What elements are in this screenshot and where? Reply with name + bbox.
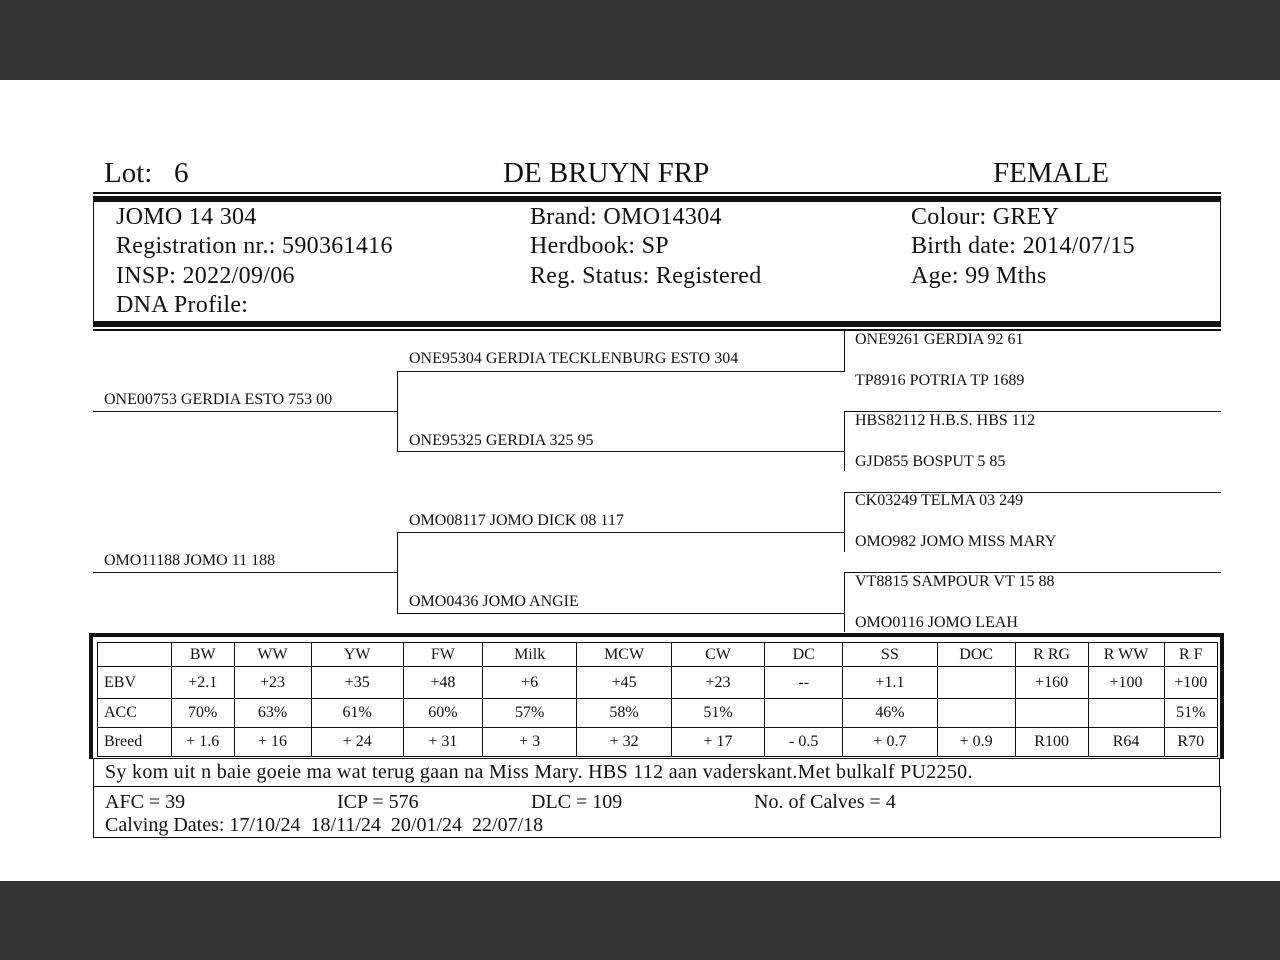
col-header: R RG bbox=[1015, 643, 1088, 667]
header-rule-thin bbox=[93, 192, 1221, 194]
table-cell: +1.1 bbox=[843, 667, 937, 699]
birth-date: Birth date: 2014/07/15 bbox=[911, 233, 1135, 259]
table-cell: 70% bbox=[171, 699, 234, 728]
pedigree-ggp-4: GJD855 BOSPUT 5 85 bbox=[855, 453, 1006, 470]
table-cell bbox=[765, 699, 843, 728]
pedigree-sire: ONE00753 GERDIA ESTO 753 00 bbox=[104, 391, 333, 408]
calving-dates: Calving Dates: 17/10/24 18/11/24 20/01/24 22/07/18 bbox=[105, 814, 544, 836]
comment-text: Sy kom uit n baie goeie ma wat terug gaan na Miss Mary. HBS 112 aan vaderskant.Met bulkalf PU2250. bbox=[105, 761, 973, 783]
table-cell: + 1.6 bbox=[171, 728, 234, 757]
table-cell: 60% bbox=[403, 699, 482, 728]
table-cell: + 16 bbox=[234, 728, 311, 757]
col-header: R WW bbox=[1088, 643, 1164, 667]
info-right-border bbox=[1220, 202, 1221, 322]
lot-label: Lot: bbox=[104, 157, 153, 189]
col-header: YW bbox=[311, 643, 403, 667]
info-left-border bbox=[93, 202, 94, 322]
breed-row bbox=[98, 728, 1218, 757]
col-header: DC bbox=[765, 643, 843, 667]
table-cell: 46% bbox=[843, 699, 937, 728]
table-cell: R100 bbox=[1015, 728, 1088, 757]
row-label: ACC bbox=[98, 699, 172, 728]
pedigree-dam-dam: OMO0436 JOMO ANGIE bbox=[409, 593, 579, 610]
col-header: MCW bbox=[577, 643, 671, 667]
inspection-date: INSP: 2022/09/06 bbox=[116, 263, 295, 289]
info-rule-thick bbox=[93, 321, 1221, 327]
pedigree-ggp-1: ONE9261 GERDIA 92 61 bbox=[855, 331, 1024, 348]
dlc-value: DLC = 109 bbox=[531, 791, 623, 813]
table-cell: +100 bbox=[1164, 667, 1218, 699]
table-cell: 51% bbox=[1164, 699, 1218, 728]
table-cell: R64 bbox=[1088, 728, 1164, 757]
animal-name: JOMO 14 304 bbox=[116, 204, 257, 230]
table-cell: - 0.5 bbox=[765, 728, 843, 757]
pedigree-ggp-2: TP8916 POTRIA TP 1689 bbox=[855, 372, 1025, 389]
table-cell: R70 bbox=[1164, 728, 1218, 757]
col-header: BW bbox=[171, 643, 234, 667]
sex-label: FEMALE bbox=[993, 157, 1109, 189]
col-header: CW bbox=[671, 643, 764, 667]
table-cell: + 24 bbox=[311, 728, 403, 757]
col-header: WW bbox=[234, 643, 311, 667]
ebv-table bbox=[97, 642, 1218, 757]
pedigree-ggp-5: CK03249 TELMA 03 249 bbox=[855, 492, 1024, 509]
table-cell: +100 bbox=[1088, 667, 1164, 699]
table-cell: + 17 bbox=[671, 728, 764, 757]
table-cell: +2.1 bbox=[171, 667, 234, 699]
table-cell: +45 bbox=[577, 667, 671, 699]
ebv-row bbox=[98, 667, 1218, 699]
table-cell: 63% bbox=[234, 699, 311, 728]
age: Age: 99 Mths bbox=[911, 263, 1047, 289]
pedigree-ggp-6: OMO982 JOMO MISS MARY bbox=[855, 533, 1057, 550]
pedigree-dam-sire: OMO08117 JOMO DICK 08 117 bbox=[409, 512, 624, 529]
table-cell bbox=[1088, 699, 1164, 728]
icp-value: ICP = 576 bbox=[337, 791, 419, 813]
table-cell bbox=[1015, 699, 1088, 728]
table-cell: +48 bbox=[403, 667, 482, 699]
table-cell: -- bbox=[765, 667, 843, 699]
pedigree-dam: OMO11188 JOMO 11 188 bbox=[104, 552, 276, 569]
pedigree-sire-sire: ONE95304 GERDIA TECKLENBURG ESTO 304 bbox=[409, 350, 739, 367]
table-cell: + 32 bbox=[577, 728, 671, 757]
brand: Brand: OMO14304 bbox=[530, 204, 722, 230]
comment-box bbox=[93, 758, 1220, 787]
catalogue-page bbox=[0, 80, 1280, 881]
lot-number: 6 bbox=[174, 157, 189, 189]
row-label: EBV bbox=[98, 667, 172, 699]
info-rule-thin bbox=[93, 329, 1221, 331]
dna-profile: DNA Profile: bbox=[116, 292, 249, 318]
pedigree-ggp-3: HBS82112 H.B.S. HBS 112 bbox=[855, 412, 1036, 429]
table-cell: + 31 bbox=[403, 728, 482, 757]
acc-row bbox=[98, 699, 1218, 728]
col-header: Milk bbox=[482, 643, 576, 667]
table-cell: + 3 bbox=[482, 728, 576, 757]
table-cell: +35 bbox=[311, 667, 403, 699]
pedigree-sire-dam: ONE95325 GERDIA 325 95 bbox=[409, 432, 594, 449]
table-cell: +160 bbox=[1015, 667, 1088, 699]
pedigree-ggp-7: VT8815 SAMPOUR VT 15 88 bbox=[855, 573, 1055, 590]
table-cell: +23 bbox=[671, 667, 764, 699]
col-header: DOC bbox=[937, 643, 1015, 667]
header-rule-thick bbox=[93, 196, 1221, 202]
table-cell bbox=[937, 667, 1015, 699]
table-cell bbox=[937, 699, 1015, 728]
table-cell: + 0.9 bbox=[937, 728, 1015, 757]
calves-count: No. of Calves = 4 bbox=[754, 791, 896, 813]
breeder-name: DE BRUYN FRP bbox=[503, 157, 710, 189]
registration-number: Registration nr.: 590361416 bbox=[116, 233, 393, 259]
row-label: Breed bbox=[98, 728, 172, 757]
registration-status: Reg. Status: Registered bbox=[530, 263, 762, 289]
table-cell: + 0.7 bbox=[843, 728, 937, 757]
col-header: FW bbox=[403, 643, 482, 667]
ebv-header-row bbox=[98, 643, 1218, 667]
pedigree-ggp-8: OMO0116 JOMO LEAH bbox=[855, 614, 1018, 631]
stats-box bbox=[93, 786, 1221, 838]
afc-value: AFC = 39 bbox=[105, 791, 186, 813]
col-header: SS bbox=[843, 643, 937, 667]
table-cell: 51% bbox=[671, 699, 764, 728]
table-cell: 61% bbox=[311, 699, 403, 728]
col-header: R F bbox=[1164, 643, 1218, 667]
table-cell: +6 bbox=[482, 667, 576, 699]
colour: Colour: GREY bbox=[911, 204, 1060, 230]
table-cell: 57% bbox=[482, 699, 576, 728]
table-cell: +23 bbox=[234, 667, 311, 699]
table-cell: 58% bbox=[577, 699, 671, 728]
herdbook: Herdbook: SP bbox=[530, 233, 669, 259]
